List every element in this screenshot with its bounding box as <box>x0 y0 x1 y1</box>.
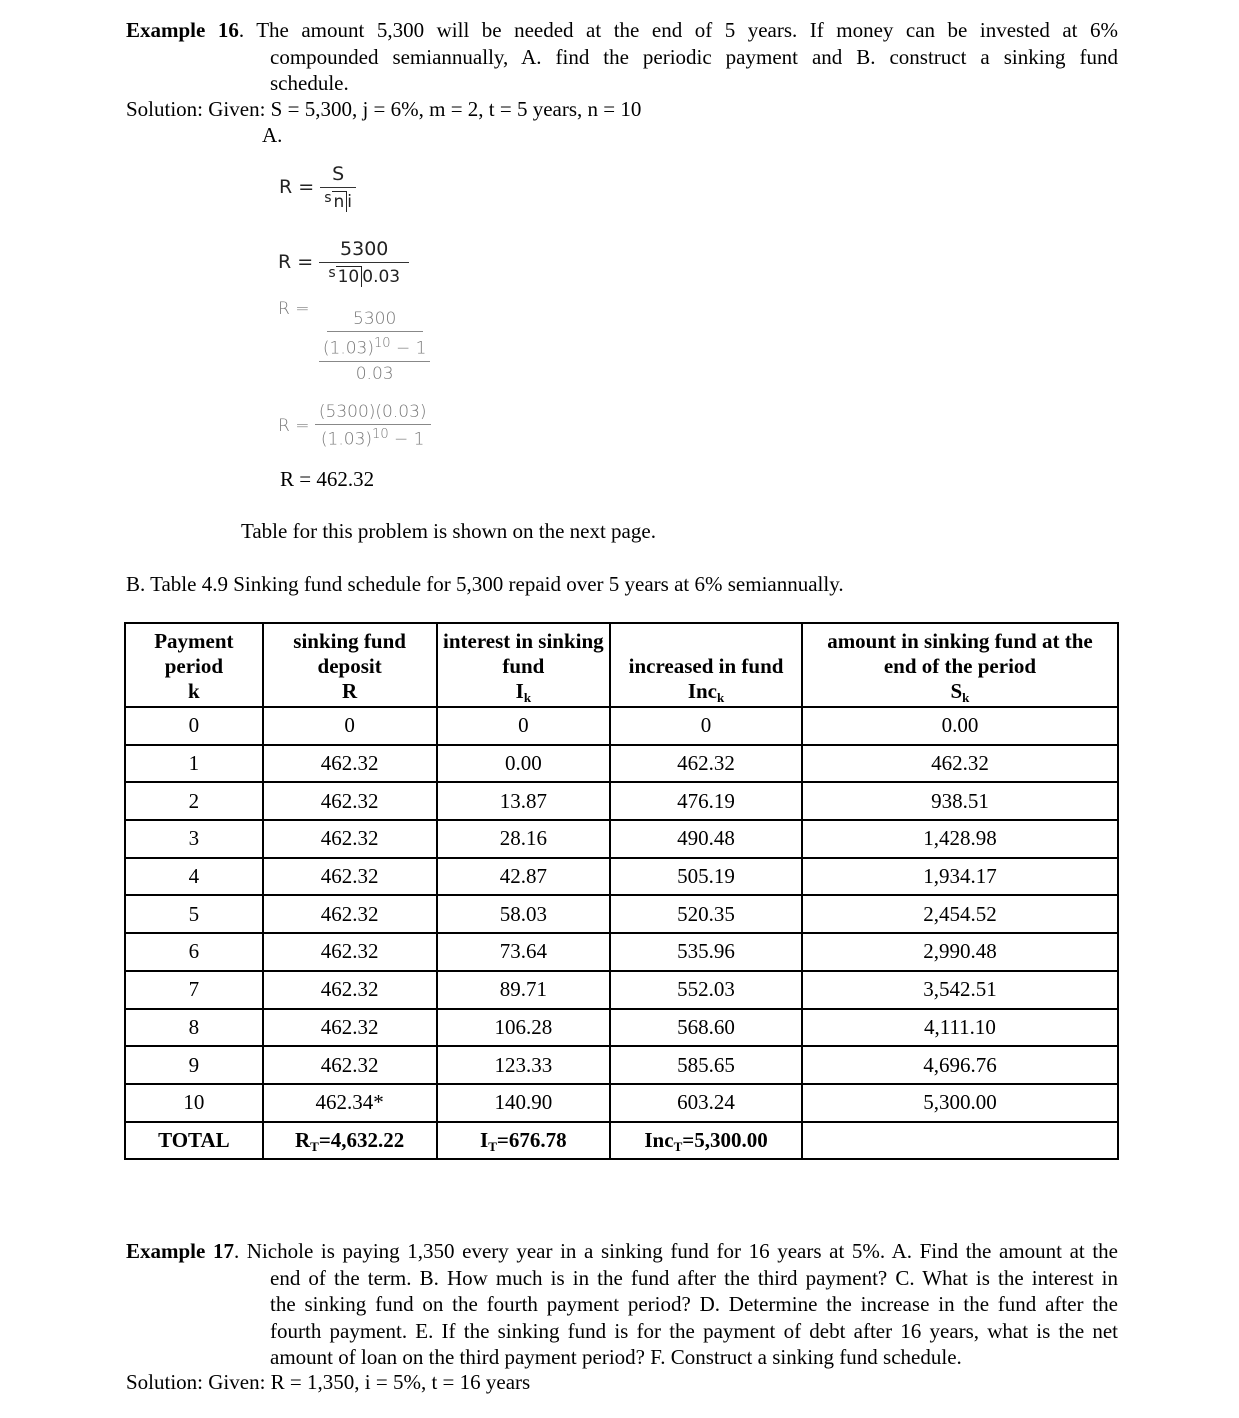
numerator: 5300 <box>340 238 389 260</box>
cell-period: 1 <box>125 745 263 783</box>
cell-increase: 476.19 <box>610 782 802 820</box>
s-symbol: s <box>324 190 332 206</box>
cell-deposit: 462.32 <box>263 1046 437 1084</box>
cell-amount: 4,111.10 <box>802 1009 1118 1047</box>
cell-interest: 73.64 <box>437 933 611 971</box>
header-symbol: Inc <box>687 679 718 703</box>
header-line: period <box>164 654 224 678</box>
cell-increase: 585.65 <box>610 1046 802 1084</box>
formula-lhs: R = <box>278 415 310 436</box>
total-increase <box>610 1122 802 1160</box>
formula-r-equals-5300-over-s-angle <box>278 238 409 287</box>
cell-period: 3 <box>125 820 263 858</box>
example-17-given: Solution: Given: R = 1,350, i = 5%, t = 16 years <box>126 1370 531 1394</box>
formula-lhs: R = <box>278 299 310 319</box>
numerator: (5300)(0.03) <box>318 402 427 422</box>
header-line: sinking fund <box>293 629 406 653</box>
formula-complex-fraction <box>278 299 434 384</box>
header-line: interest in sinking <box>443 629 604 653</box>
example-16-line-2: compounded semiannually, A. find the periodic payment and B. construct a sinking fund <box>270 44 1118 69</box>
inner-fraction <box>319 336 431 384</box>
s-symbol: s <box>328 265 336 281</box>
minus-one: − 1 <box>388 429 425 450</box>
cell-increase: 535.96 <box>610 933 802 971</box>
example-17-line-3: the sinking fund on the fourth payment period? D. Determine the increase in the fund after the <box>270 1292 1118 1316</box>
numerator: S <box>332 163 345 185</box>
value: =4,632.22 <box>318 1127 405 1152</box>
symbol: R <box>294 1127 311 1152</box>
header-symbol: S <box>950 679 963 703</box>
cell-interest: 106.28 <box>437 1009 611 1047</box>
fraction <box>319 238 409 287</box>
cell-increase: 462.32 <box>610 745 802 783</box>
example-17-line-5: amount of loan on the third payment period? F. Construct a sinking fund schedule. <box>270 1345 962 1369</box>
example-17-line-4: fourth payment. E. If the sinking fund is for the payment of debt after 16 years, what is the net <box>270 1318 1118 1343</box>
table-row <box>125 707 1118 745</box>
cell-period: 6 <box>125 933 263 971</box>
cell-interest: 123.33 <box>437 1046 611 1084</box>
cell-amount: 1,934.17 <box>802 858 1118 896</box>
table-row <box>125 1084 1118 1122</box>
formula-simplified <box>278 402 431 450</box>
header-subscript: k <box>523 690 532 705</box>
cell-increase: 603.24 <box>610 1084 802 1122</box>
cell-increase: 0 <box>610 707 802 745</box>
subscript: T <box>488 1138 497 1154</box>
sinking-fund-schedule-table <box>124 622 1119 1160</box>
header-symbol: k <box>188 679 200 703</box>
fraction <box>315 402 431 450</box>
total-label: TOTAL <box>125 1122 263 1160</box>
cell-deposit: 0 <box>263 707 437 745</box>
subscript: T <box>310 1138 319 1154</box>
cell-deposit: 462.32 <box>263 745 437 783</box>
table-row <box>125 745 1118 783</box>
cell-amount: 462.32 <box>802 745 1118 783</box>
numerator: 5300 <box>353 309 397 329</box>
cell-amount: 5,300.00 <box>802 1084 1118 1122</box>
cell-interest: 58.03 <box>437 895 611 933</box>
cell-amount: 1,428.98 <box>802 820 1118 858</box>
cell-amount: 2,454.52 <box>802 895 1118 933</box>
cell-period: 9 <box>125 1046 263 1084</box>
fraction <box>315 309 435 384</box>
example-17-label: Example 17 <box>126 1239 234 1263</box>
cell-interest: 89.71 <box>437 971 611 1009</box>
cell-interest: 28.16 <box>437 820 611 858</box>
denominator <box>324 263 404 287</box>
table-row <box>125 895 1118 933</box>
minus-one: − 1 <box>390 338 427 359</box>
cell-interest: 0.00 <box>437 745 611 783</box>
next-page-note: Table for this problem is shown on the next page. <box>241 519 656 543</box>
fraction <box>320 163 356 212</box>
cell-period: 4 <box>125 858 263 896</box>
cell-increase: 552.03 <box>610 971 802 1009</box>
header-deposit <box>263 623 437 707</box>
formula-result: R = 462.32 <box>280 467 375 491</box>
table-body <box>125 707 1118 1122</box>
angle-n: n <box>332 191 348 212</box>
example-17-line-1: . Nichole is paying 1,350 every year in a sinking fund for 16 years at 5%. A. Find the amount at the <box>233 1239 1118 1263</box>
denominator <box>315 332 435 384</box>
symbol: Inc <box>644 1127 674 1152</box>
formula-r-equals-s-over-s-angle-n-i <box>279 163 356 212</box>
header-payment-period <box>125 623 263 707</box>
total-deposit <box>263 1122 437 1160</box>
cell-amount: 3,542.51 <box>802 971 1118 1009</box>
table-caption: B. Table 4.9 Sinking fund schedule for 5,300 repaid over 5 years at 6% semiannually. <box>126 572 844 596</box>
cell-deposit: 462.32 <box>263 858 437 896</box>
table-row <box>125 1046 1118 1084</box>
base: (1.03) <box>320 429 373 450</box>
cell-amount: 4,696.76 <box>802 1046 1118 1084</box>
header-line: deposit <box>317 654 382 678</box>
cell-deposit: 462.32 <box>263 933 437 971</box>
cell-amount: 0.00 <box>802 707 1118 745</box>
inner-denominator: 0.03 <box>355 363 394 384</box>
table-row <box>125 971 1118 1009</box>
header-line: increased in fund <box>628 654 784 678</box>
example-16-line-1: . The amount 5,300 will be needed at the end of 5 years. If money can be invested at 6% <box>238 18 1118 42</box>
header-amount <box>802 623 1118 707</box>
exponent: 10 <box>372 427 389 442</box>
cell-period: 8 <box>125 1009 263 1047</box>
cell-period: 0 <box>125 707 263 745</box>
angle-n: 10 <box>336 266 363 287</box>
header-subscript: k <box>717 690 725 705</box>
total-amount <box>802 1122 1118 1160</box>
cell-interest: 13.87 <box>437 782 611 820</box>
cell-period: 2 <box>125 782 263 820</box>
table-header-row <box>125 623 1118 707</box>
example-17-problem <box>126 1238 1118 1371</box>
exponent: 10 <box>374 336 391 351</box>
subscript: T <box>673 1138 683 1154</box>
example-16-line-3: schedule. <box>270 71 349 95</box>
rate-i: i <box>347 192 353 212</box>
denominator <box>320 188 356 212</box>
formula-lhs: R = <box>278 251 314 273</box>
header-line: amount in sinking fund at the <box>827 629 1093 653</box>
example-16-given: Solution: Given: S = 5,300, j = 6%, m = 2, t = 5 years, n = 10 <box>126 97 642 121</box>
example-17-line-2: end of the term. B. How much is in the fund after the third payment? C. What is the interest in <box>270 1265 1118 1290</box>
cell-amount: 938.51 <box>802 782 1118 820</box>
header-subscript: k <box>962 690 970 705</box>
cell-deposit: 462.32 <box>263 820 437 858</box>
cell-deposit: 462.32 <box>263 1009 437 1047</box>
formula-lhs: R = <box>279 176 315 198</box>
cell-amount: 2,990.48 <box>802 933 1118 971</box>
cell-deposit: 462.34* <box>263 1084 437 1122</box>
total-interest <box>437 1122 611 1160</box>
inner-numerator <box>319 336 431 361</box>
cell-deposit: 462.32 <box>263 895 437 933</box>
header-increase <box>610 623 802 707</box>
cell-period: 5 <box>125 895 263 933</box>
denominator <box>317 425 429 450</box>
example-16-label: Example 16 <box>126 18 239 42</box>
cell-increase: 520.35 <box>610 895 802 933</box>
value: =676.78 <box>496 1127 567 1152</box>
header-line: end of the period <box>883 654 1037 678</box>
cell-deposit: 462.32 <box>263 971 437 1009</box>
header-symbol: R <box>342 679 358 703</box>
table-row <box>125 933 1118 971</box>
cell-interest: 42.87 <box>437 858 611 896</box>
header-line: Payment <box>154 629 234 653</box>
cell-increase: 568.60 <box>610 1009 802 1047</box>
cell-interest: 0 <box>437 707 611 745</box>
base: (1.03) <box>322 338 374 359</box>
cell-increase: 490.48 <box>610 820 802 858</box>
table-row <box>125 782 1118 820</box>
cell-interest: 140.90 <box>437 1084 611 1122</box>
table-total-row <box>125 1122 1118 1160</box>
value: =5,300.00 <box>682 1127 768 1152</box>
table-row <box>125 820 1118 858</box>
table-row <box>125 1009 1118 1047</box>
header-line: fund <box>502 654 545 678</box>
part-a-label: A. <box>262 123 283 147</box>
rate-i: 0.03 <box>362 267 401 287</box>
cell-increase: 505.19 <box>610 858 802 896</box>
table-row <box>125 858 1118 896</box>
cell-period: 7 <box>125 971 263 1009</box>
header-symbol: I <box>515 679 524 703</box>
symbol: I <box>480 1127 489 1152</box>
header-interest <box>437 623 611 707</box>
cell-period: 10 <box>125 1084 263 1122</box>
cell-deposit: 462.32 <box>263 782 437 820</box>
example-16-problem <box>126 17 1118 97</box>
